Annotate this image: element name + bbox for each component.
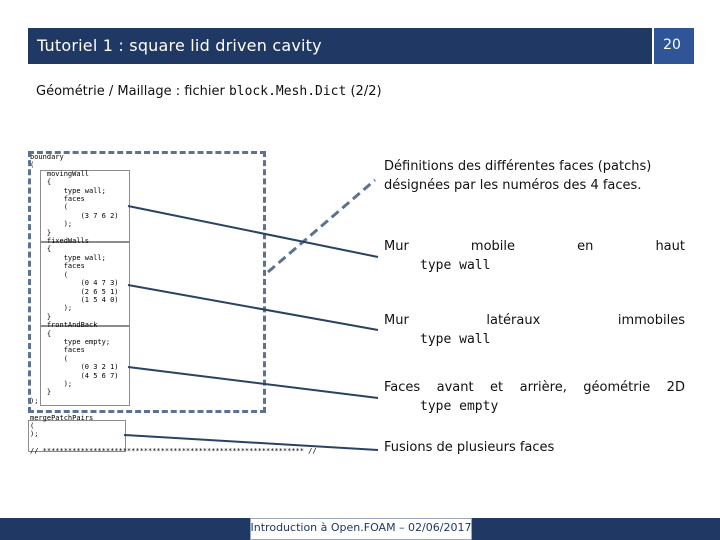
code-line: ( [30, 354, 68, 363]
code-line: faces [30, 262, 85, 271]
code-line: ); [30, 304, 73, 313]
code-line: frontAndBack [30, 321, 98, 330]
label-word: avant [436, 380, 474, 395]
subtitle-file: block.Mesh.Dict [228, 84, 347, 99]
label-word: latéraux [486, 313, 541, 328]
code-line: (4 5 6 7) [30, 371, 119, 380]
label-word: Mur [384, 313, 409, 328]
code-line: (1 5 4 0) [30, 295, 119, 304]
slide-number: 20 [663, 37, 681, 53]
label-word: géométrie [583, 380, 651, 395]
connector-fixedwalls [128, 285, 378, 330]
merge-text: Fusions de plusieurs faces [384, 440, 555, 455]
code-line: ( [30, 203, 68, 212]
code-line: (3 7 6 2) [30, 211, 119, 220]
connector-merge [124, 435, 378, 450]
code-line: { [30, 245, 52, 254]
code-line: faces [30, 195, 85, 204]
code-line: type empty; [30, 337, 111, 346]
code-line: ); [30, 379, 73, 388]
connector-movingwall [128, 206, 378, 257]
code-line: ); [30, 220, 73, 229]
code-line: (2 6 5 1) [30, 287, 119, 296]
label-word: 2D [666, 380, 685, 395]
subtitle-prefix: Géométrie / Maillage : fichier [36, 84, 229, 99]
subtitle-suffix: (2/2) [346, 84, 382, 99]
definition-text: Définitions des différentes faces (patchs) désignées par les numéros des 4 faces. [384, 159, 652, 193]
label-word: Mur [384, 239, 409, 254]
code-line: } [30, 312, 52, 321]
code-line: type wall; [30, 186, 106, 195]
label-word: arrière, [519, 380, 567, 395]
code-line: ( [30, 161, 35, 170]
label-word: haut [655, 239, 685, 254]
code-line: movingWall [30, 169, 90, 178]
label-word: Faces [384, 380, 421, 395]
connector-frontandback [128, 367, 378, 398]
code-line: ); [30, 396, 39, 405]
code-line: faces [30, 346, 85, 355]
code-line: (0 3 2 1) [30, 363, 119, 372]
code-line: fixedWalls [30, 237, 90, 246]
code-line: type wall; [30, 253, 106, 262]
label-word: mobile [470, 239, 515, 254]
slide-title: Tutoriel 1 : square lid driven cavity [37, 36, 322, 55]
label-word: immobiles [617, 313, 685, 328]
footer-text: Introduction à Open.FOAM – 02/06/2017 [250, 521, 472, 534]
label-word: en [577, 239, 594, 254]
side-walls-type: type wall [420, 332, 491, 347]
top-wall-label [384, 239, 685, 254]
connector-definition [268, 180, 375, 272]
front-back-label [384, 380, 685, 395]
front-back-type: type empty [420, 399, 499, 414]
code-line: ( [30, 270, 68, 279]
code-line: } [30, 388, 52, 397]
code-line: { [30, 329, 52, 338]
code-line: mergePatchPairs [30, 413, 94, 422]
code-line: { [30, 178, 52, 187]
label-word: et [490, 380, 504, 395]
code-line: // ************************************************************** // [30, 447, 317, 456]
side-walls-label [384, 313, 685, 328]
top-wall-type: type wall [420, 258, 491, 273]
code-line: (0 4 7 3) [30, 279, 119, 288]
code-line: boundary [30, 153, 64, 161]
code-line: ( [30, 422, 35, 430]
code-line: ); [30, 430, 39, 439]
code-line: } [30, 228, 52, 237]
